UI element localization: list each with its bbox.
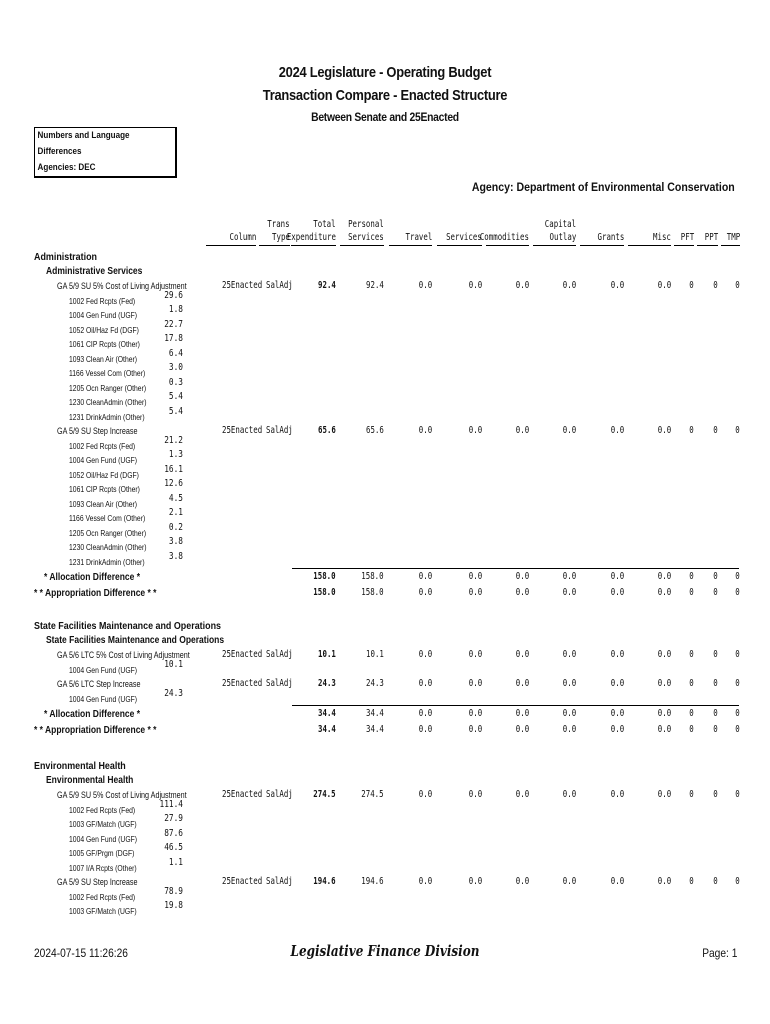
fund-source: 1052 Oil/Haz Fd (DGF) [69,324,139,335]
column-header-rule [721,245,740,246]
value-travel: 0.0 [418,708,432,719]
value-capital: 0.0 [562,876,576,887]
fund-source: 1205 Ocn Ranger (Other) [69,527,147,538]
fund-source: 1002 Fed Rcpts (Fed) [69,804,136,815]
footer-timestamp: 2024-07-15 11:26:26 [34,946,128,960]
value-commodities: 0.0 [515,280,529,291]
fund-amount: 3.0 [168,362,183,373]
fund-amount: 16.1 [164,463,183,475]
fund-source: 1205 Ocn Ranger (Other) [69,382,147,393]
value-grants: 0.0 [610,587,624,598]
fund-amount: 1.8 [168,304,183,315]
value-ppt: 0 [713,724,718,735]
fund-amount: 78.9 [164,885,183,897]
section-title: Environmental Health [34,760,126,772]
value-capital: 0.0 [562,678,576,689]
value-personal: 158.0 [361,571,384,582]
total-separator [292,568,739,569]
value-misc: 0.0 [657,876,671,887]
column-header-rule [340,245,384,246]
line-item-column: 25Enacted [222,678,263,689]
fund-source: 1061 CIP Rcpts (Other) [69,484,140,494]
line-item-label: GA 5/9 SU 5% Cost of Living Adjustment [57,790,187,800]
fund-source: 1231 DrinkAdmin (Other) [69,411,145,422]
value-misc: 0.0 [657,789,671,800]
fund-amount: 17.8 [164,333,183,344]
appropriation-difference-label: * * Appropriation Difference * * [34,725,157,736]
value-misc: 0.0 [657,280,671,291]
fund-amount: 12.6 [164,478,183,489]
value-misc: 0.0 [657,425,671,436]
fund-amount: 24.3 [164,687,183,699]
value-tmp: 0 [735,678,740,689]
filter-line: Numbers and Language [37,130,130,141]
column-header-misc: Misc [653,232,671,243]
value-pft: 0 [689,425,694,436]
fund-source: 1093 Clean Air (Other) [69,353,138,364]
value-personal: 34.4 [366,708,384,719]
value-grants: 0.0 [610,876,624,887]
value-grants: 0.0 [610,280,624,291]
fund-amount: 0.3 [168,376,183,388]
value-capital: 0.0 [562,724,576,735]
column-header-personal: Personal [348,219,384,230]
fund-amount: 87.6 [164,827,183,839]
fund-amount: 3.8 [168,536,183,547]
column-header-tmp: TMP [726,232,740,243]
value-services: 0.0 [468,280,482,291]
report-subtitle: Transaction Compare - Enacted Structure [262,87,508,104]
fund-source: 1061 CIP Rcpts (Other) [69,339,140,349]
value-pft: 0 [689,587,694,598]
fund-amount: 29.6 [164,289,183,301]
fund-source: 1230 CleanAdmin (Other) [69,542,147,552]
value-misc: 0.0 [657,571,671,582]
fund-source: 1004 Gen Fund (UGF) [69,664,138,675]
column-header-rule [674,245,694,246]
fund-source: 1052 Oil/Haz Fd (DGF) [69,469,139,480]
value-grants: 0.0 [610,724,624,735]
fund-source: 1002 Fed Rcpts (Fed) [69,440,136,451]
value-travel: 0.0 [418,587,432,598]
value-pft: 0 [689,876,694,887]
value-total: 34.4 [318,708,336,719]
value-services: 0.0 [468,649,482,660]
value-ppt: 0 [713,280,718,291]
value-tmp: 0 [735,587,740,598]
value-grants: 0.0 [610,678,624,689]
column-header-total: Total [313,219,336,230]
value-commodities: 0.0 [515,425,529,436]
value-personal: 194.6 [361,876,384,887]
column-header-rule [389,245,432,246]
section-title: State Facilities Maintenance and Operations [34,620,221,632]
value-total: 274.5 [313,789,336,800]
value-travel: 0.0 [418,789,432,800]
fund-source: 1231 DrinkAdmin (Other) [69,556,145,567]
value-capital: 0.0 [562,425,576,436]
value-tmp: 0 [735,280,740,291]
fund-amount: 5.4 [168,405,183,417]
value-total: 34.4 [318,724,336,735]
fund-source: 1002 Fed Rcpts (Fed) [69,295,136,306]
value-travel: 0.0 [418,649,432,660]
fund-amount: 1.3 [168,449,183,460]
value-services: 0.0 [468,425,482,436]
value-tmp: 0 [735,708,740,719]
fund-source: 1004 Gen Fund (UGF) [69,310,138,320]
value-ppt: 0 [713,649,718,660]
subsection-title: Environmental Health [46,775,134,786]
value-capital: 0.0 [562,708,576,719]
line-item-label: GA 5/9 SU 5% Cost of Living Adjustment [57,281,187,291]
column-header-rule [206,245,256,246]
column-header-capital: Capital [544,219,576,230]
value-grants: 0.0 [610,789,624,800]
value-pft: 0 [689,789,694,800]
line-item-label: GA 5/6 LTC 5% Cost of Living Adjustment [57,650,190,660]
line-item-type: SalAdj [266,280,293,291]
value-pft: 0 [689,678,694,689]
column-header-trans_type: Trans [267,219,290,230]
column-header-trans_type: Type [272,232,290,243]
fund-source: 1166 Vessel Com (Other) [69,368,146,378]
value-capital: 0.0 [562,571,576,582]
column-header-total: Expenditure [286,232,336,243]
column-header-commodities: Commodities [479,232,529,243]
fund-amount: 19.8 [164,900,183,911]
value-misc: 0.0 [657,708,671,719]
allocation-difference-label: * Allocation Difference * [44,572,141,583]
line-item-label: GA 5/9 SU Step Increase [57,877,138,887]
fund-amount: 5.4 [168,391,183,402]
value-total: 158.0 [313,587,336,598]
value-commodities: 0.0 [515,708,529,719]
value-grants: 0.0 [610,571,624,582]
column-header-rule [291,245,336,246]
line-item-label: GA 5/6 LTC Step Increase [57,679,141,689]
column-header-capital: Outlay [549,232,576,243]
line-item-type: SalAdj [266,649,293,660]
value-commodities: 0.0 [515,789,529,800]
column-header-personal: Services [348,232,384,243]
value-misc: 0.0 [657,649,671,660]
appropriation-difference-label: * * Appropriation Difference * * [34,588,157,599]
total-separator [292,705,739,706]
value-capital: 0.0 [562,587,576,598]
value-tmp: 0 [735,649,740,660]
value-grants: 0.0 [610,425,624,436]
value-services: 0.0 [468,587,482,598]
line-item-label: GA 5/9 SU Step Increase [57,426,138,436]
fund-amount: 27.9 [164,813,183,824]
value-travel: 0.0 [418,571,432,582]
column-header-grants: Grants [597,232,624,243]
column-header-rule [259,245,290,246]
value-tmp: 0 [735,425,740,436]
fund-source: 1005 GF/Prgm (DGF) [69,848,135,858]
value-misc: 0.0 [657,587,671,598]
filter-line: Differences [37,146,82,157]
value-total: 92.4 [318,280,336,291]
column-header-column: Column [229,232,256,243]
footer-page: Page: 1 [701,946,737,960]
column-header-services: Services [446,232,482,243]
value-ppt: 0 [713,876,718,887]
line-item-column: 25Enacted [222,280,263,291]
report-comparison: Between Senate and 25Enacted [311,112,459,124]
fund-amount: 2.1 [168,507,183,518]
column-header-rule [628,245,671,246]
value-total: 10.1 [318,649,336,660]
line-item-column: 25Enacted [222,876,263,887]
value-commodities: 0.0 [515,876,529,887]
fund-source: 1166 Vessel Com (Other) [69,513,146,523]
value-total: 158.0 [313,571,336,582]
column-header-travel: Travel [405,232,432,243]
line-item-type: SalAdj [266,789,293,800]
value-tmp: 0 [735,789,740,800]
value-personal: 24.3 [366,678,384,689]
value-personal: 65.6 [366,425,384,436]
value-travel: 0.0 [418,724,432,735]
agency-title: Agency: Department of Environmental Conservation [472,180,735,194]
value-misc: 0.0 [657,724,671,735]
value-ppt: 0 [713,571,718,582]
section-title: Administration [34,251,97,263]
fund-source: 1002 Fed Rcpts (Fed) [69,891,136,902]
value-travel: 0.0 [418,678,432,689]
filter-box [34,127,177,178]
value-services: 0.0 [468,678,482,689]
fund-amount: 4.5 [168,492,183,504]
line-item-column: 25Enacted [222,425,263,436]
value-capital: 0.0 [562,649,576,660]
value-services: 0.0 [468,571,482,582]
value-capital: 0.0 [562,280,576,291]
value-commodities: 0.0 [515,724,529,735]
fund-amount: 1.1 [168,856,183,868]
value-travel: 0.0 [418,425,432,436]
value-personal: 92.4 [366,280,384,291]
value-services: 0.0 [468,789,482,800]
value-pft: 0 [689,724,694,735]
value-services: 0.0 [468,876,482,887]
line-item-type: SalAdj [266,425,293,436]
value-tmp: 0 [735,571,740,582]
value-commodities: 0.0 [515,649,529,660]
fund-source: 1004 Gen Fund (UGF) [69,693,138,704]
allocation-difference-label: * Allocation Difference * [44,709,141,720]
filter-line: Agencies: DEC [37,162,96,173]
fund-source: 1003 GF/Match (UGF) [69,819,137,829]
value-ppt: 0 [713,587,718,598]
fund-source: 1093 Clean Air (Other) [69,498,138,509]
fund-source: 1004 Gen Fund (UGF) [69,455,138,465]
fund-amount: 0.2 [168,521,183,533]
value-ppt: 0 [713,708,718,719]
value-capital: 0.0 [562,789,576,800]
value-grants: 0.0 [610,649,624,660]
value-pft: 0 [689,280,694,291]
value-services: 0.0 [468,724,482,735]
column-header-rule [437,245,482,246]
line-item-type: SalAdj [266,678,293,689]
value-pft: 0 [689,649,694,660]
value-tmp: 0 [735,724,740,735]
fund-amount: 111.4 [159,798,183,810]
value-commodities: 0.0 [515,587,529,598]
fund-amount: 6.4 [168,347,183,359]
column-header-rule [580,245,624,246]
column-header-rule [697,245,718,246]
value-personal: 274.5 [361,789,384,800]
subsection-title: State Facilities Maintenance and Operations [46,635,225,646]
value-ppt: 0 [713,789,718,800]
value-misc: 0.0 [657,678,671,689]
column-header-rule [533,245,576,246]
value-commodities: 0.0 [515,678,529,689]
fund-source: 1003 GF/Match (UGF) [69,906,137,916]
fund-source: 1230 CleanAdmin (Other) [69,397,147,407]
fund-amount: 3.8 [168,550,183,562]
column-header-pft: PFT [680,232,694,243]
column-header-rule [486,245,529,246]
footer-division: Legislative Finance Division [290,942,480,960]
value-tmp: 0 [735,876,740,887]
fund-source: 1007 I/A Rcpts (Other) [69,862,137,873]
value-pft: 0 [689,708,694,719]
value-ppt: 0 [713,425,718,436]
value-services: 0.0 [468,708,482,719]
value-ppt: 0 [713,678,718,689]
value-personal: 34.4 [366,724,384,735]
fund-amount: 10.1 [164,658,183,670]
line-item-type: SalAdj [266,876,293,887]
value-personal: 158.0 [361,587,384,598]
column-header-ppt: PPT [704,232,718,243]
value-total: 24.3 [318,678,336,689]
subsection-title: Administrative Services [46,266,143,277]
value-total: 194.6 [313,876,336,887]
value-travel: 0.0 [418,280,432,291]
value-commodities: 0.0 [515,571,529,582]
line-item-column: 25Enacted [222,649,263,660]
report-title: 2024 Legislature - Operating Budget [278,64,492,81]
value-grants: 0.0 [610,708,624,719]
fund-amount: 21.2 [164,434,183,446]
fund-amount: 46.5 [164,842,183,853]
value-pft: 0 [689,571,694,582]
fund-amount: 22.7 [164,318,183,330]
value-total: 65.6 [318,425,336,436]
value-travel: 0.0 [418,876,432,887]
value-personal: 10.1 [366,649,384,660]
fund-source: 1004 Gen Fund (UGF) [69,833,138,844]
line-item-column: 25Enacted [222,789,263,800]
